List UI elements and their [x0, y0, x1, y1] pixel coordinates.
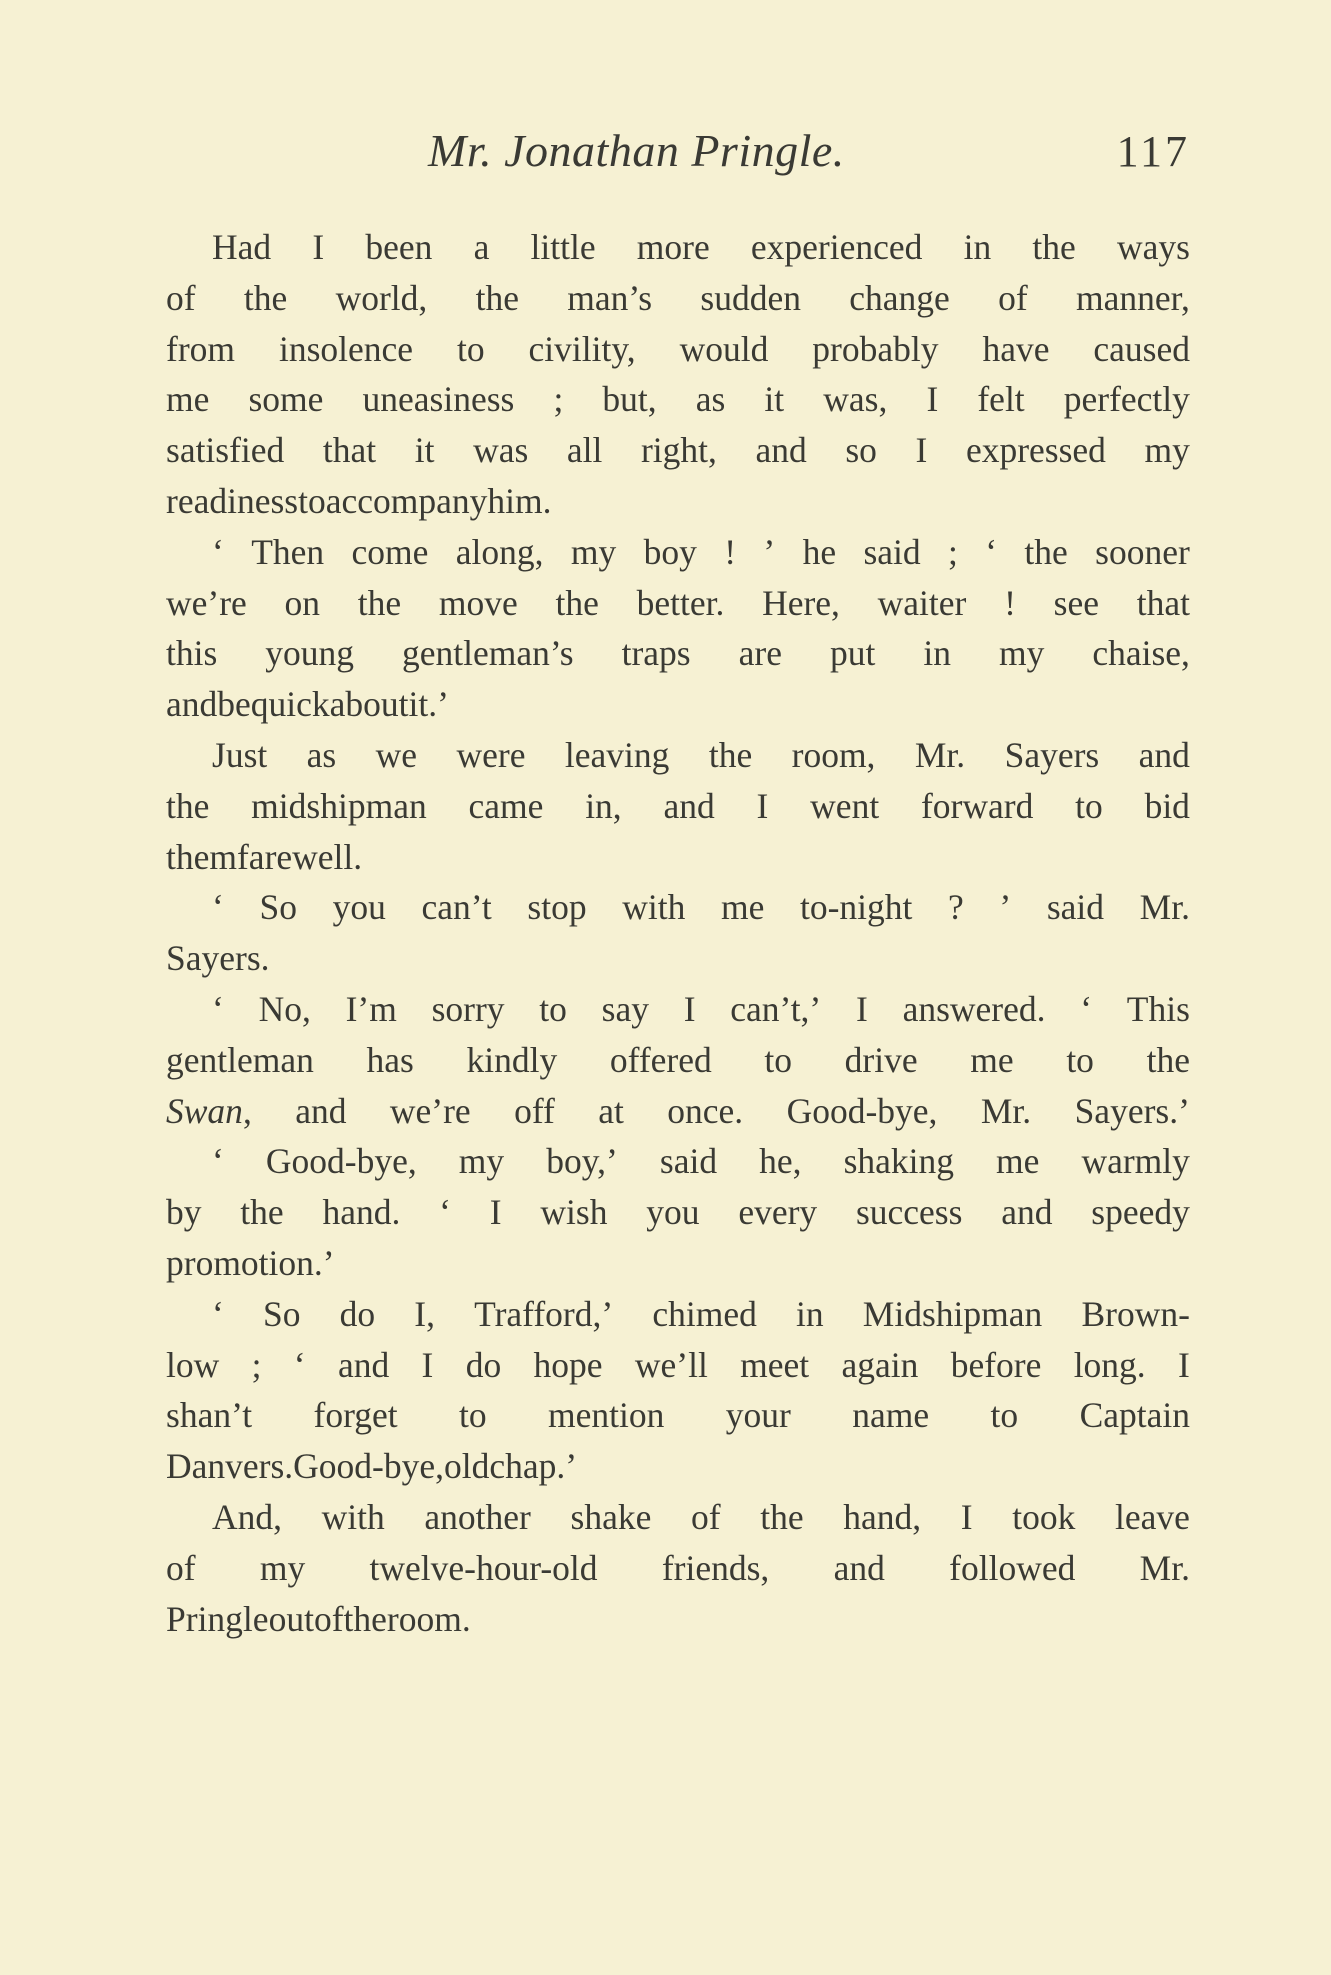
word: them — [166, 836, 237, 877]
word: we’re — [389, 1090, 471, 1131]
word: hope — [533, 1344, 603, 1385]
word: he — [802, 531, 837, 572]
word: about — [329, 684, 409, 725]
word: Good-bye, — [293, 1446, 445, 1487]
word: right, — [640, 430, 717, 471]
word: experienced — [750, 227, 923, 267]
word: ‘ — [439, 1192, 451, 1233]
word: come — [351, 531, 429, 572]
word: and — [1001, 1192, 1053, 1233]
text-line — [166, 476, 1190, 527]
word: my — [1144, 430, 1190, 471]
word: of — [313, 1598, 344, 1639]
word: as — [306, 734, 337, 775]
word: see — [1053, 582, 1099, 623]
word: little — [530, 227, 596, 267]
text-line — [166, 1543, 1190, 1594]
word: ‘ — [212, 531, 224, 572]
word: the — [343, 1598, 387, 1639]
word: Had — [212, 227, 272, 267]
word: Danvers. — [166, 1446, 294, 1487]
word: once. — [667, 1090, 744, 1131]
word: uneasiness — [362, 379, 515, 420]
word: Trafford,’ — [474, 1293, 614, 1334]
word: we — [375, 734, 418, 775]
word: came — [468, 785, 544, 826]
text-line — [166, 628, 1190, 679]
word: to-night — [799, 887, 913, 928]
word: Midshipman — [862, 1293, 1043, 1334]
word: felt — [977, 379, 1025, 420]
word: ‘ — [212, 988, 224, 1029]
text-line — [166, 882, 1190, 933]
word: do — [465, 1344, 502, 1385]
word: the — [475, 277, 519, 318]
word: ways — [1116, 227, 1190, 267]
word: farewell. — [236, 836, 363, 877]
word: put — [829, 633, 876, 674]
word: better. — [636, 582, 725, 623]
word: ; — [251, 1344, 262, 1385]
word: by — [166, 1192, 202, 1233]
word: to — [1075, 785, 1103, 826]
word: my — [570, 531, 617, 572]
text-line — [166, 1238, 1190, 1289]
word: perfectly — [1063, 379, 1190, 420]
word: at — [598, 1090, 624, 1131]
word: This — [1126, 988, 1190, 1029]
word: Then — [251, 531, 325, 572]
word: young — [265, 633, 355, 674]
word: was, — [823, 379, 888, 420]
word: and — [755, 430, 807, 471]
word: Mr. — [1139, 1547, 1190, 1588]
word: that — [322, 430, 377, 471]
word: boy,’ — [546, 1141, 618, 1182]
text-line — [166, 527, 1190, 578]
word: quick — [250, 684, 330, 725]
word: we’re — [166, 582, 247, 623]
word: him. — [487, 480, 552, 521]
word: to — [539, 988, 567, 1029]
word: I — [856, 988, 868, 1029]
word: with — [321, 1496, 385, 1537]
word: civility, — [528, 328, 636, 369]
word: the — [708, 734, 753, 775]
word: ? — [948, 887, 964, 928]
word: and — [166, 684, 218, 725]
word: the — [555, 582, 599, 623]
word: satisfied — [166, 430, 285, 471]
word: to — [764, 1039, 793, 1080]
word: kindly — [466, 1039, 558, 1080]
word: said — [659, 1141, 718, 1182]
word: readiness — [166, 480, 299, 521]
word: warmly — [1081, 1141, 1190, 1182]
word: world, — [335, 277, 428, 318]
word: ; — [948, 531, 958, 572]
word: wish — [540, 1192, 608, 1233]
word: boy — [643, 531, 697, 572]
body-text — [166, 222, 1190, 1644]
text-line — [166, 222, 1190, 273]
page-number: 117 — [1116, 127, 1190, 176]
word: I, — [414, 1293, 435, 1334]
word: in — [796, 1293, 824, 1334]
word: expressed — [965, 430, 1106, 471]
word: move — [438, 582, 518, 623]
word: to — [298, 480, 326, 521]
word: chimed — [652, 1293, 757, 1334]
word: have — [982, 328, 1050, 369]
word: mention — [548, 1395, 665, 1436]
word: Good-bye, — [786, 1090, 938, 1131]
word: forward — [920, 785, 1034, 826]
word: sudden — [700, 277, 801, 318]
word: you — [646, 1192, 700, 1233]
word: all — [566, 430, 603, 471]
word: ; — [553, 379, 564, 420]
word: traps — [621, 633, 691, 674]
word: ‘ — [212, 887, 224, 928]
word: drive — [844, 1039, 918, 1080]
word: and — [337, 1344, 390, 1385]
word: my — [259, 1547, 306, 1588]
word: name — [852, 1395, 930, 1436]
word: I — [1178, 1344, 1190, 1385]
word: you — [332, 887, 386, 928]
word: of — [998, 277, 1028, 318]
word: this — [166, 633, 218, 674]
word: to — [990, 1395, 1019, 1436]
word: offered — [609, 1039, 712, 1080]
text-line — [166, 1289, 1190, 1340]
word: probably — [812, 328, 939, 369]
word: say — [601, 988, 649, 1029]
word: more — [636, 227, 710, 267]
text-line — [166, 984, 1190, 1035]
word: has — [366, 1039, 414, 1080]
text-line — [166, 1086, 1190, 1137]
word: chap.’ — [489, 1446, 578, 1487]
word: low — [166, 1344, 220, 1385]
word: of — [691, 1496, 721, 1537]
word: man’s — [567, 277, 653, 318]
word: to — [1066, 1039, 1094, 1080]
word: ‘ — [1080, 988, 1093, 1029]
word: waiter — [877, 582, 967, 623]
word: accompany — [325, 480, 488, 521]
word: before — [950, 1344, 1042, 1385]
word: the — [240, 1192, 284, 1233]
word: as — [695, 379, 726, 420]
word: he, — [759, 1141, 802, 1182]
word: ‘ — [212, 1293, 224, 1334]
word: the — [1146, 1039, 1190, 1080]
running-head — [166, 124, 1190, 184]
word: took — [1012, 1496, 1076, 1537]
word: long. — [1073, 1344, 1146, 1385]
word: the — [1032, 227, 1076, 267]
text-line — [166, 1035, 1190, 1086]
word: and — [1138, 734, 1190, 775]
word: of — [166, 277, 196, 318]
word: do — [339, 1293, 376, 1334]
word: Swan, — [166, 1090, 252, 1131]
word: ! — [1004, 582, 1016, 623]
word: gentleman’s — [402, 633, 574, 674]
word: sooner — [1095, 531, 1190, 572]
word: Sayers. — [166, 938, 270, 979]
word: to — [459, 1395, 487, 1436]
word: and — [833, 1547, 885, 1588]
word: ! — [724, 531, 737, 572]
word: can’t — [421, 887, 492, 928]
text-line — [166, 730, 1190, 781]
text-line — [166, 1492, 1190, 1543]
word: hand. — [322, 1192, 401, 1233]
word: of — [166, 1547, 196, 1588]
word: shake — [570, 1496, 652, 1537]
word: leaving — [564, 734, 670, 775]
word: old — [444, 1446, 490, 1487]
word: again — [841, 1344, 919, 1385]
word: were — [456, 734, 526, 775]
word: ‘ — [293, 1344, 306, 1385]
text-line — [166, 1187, 1190, 1238]
word: I — [312, 227, 325, 267]
word: a — [473, 227, 490, 267]
word: the — [760, 1496, 804, 1537]
word: the — [1024, 531, 1068, 572]
word: me — [720, 887, 765, 928]
word: twelve-hour-old — [369, 1547, 598, 1588]
word: Mr. — [914, 734, 966, 775]
word: would — [679, 328, 769, 369]
word: meet — [740, 1344, 810, 1385]
word: stop — [527, 887, 587, 928]
word: I — [960, 1496, 973, 1537]
word: my — [458, 1141, 505, 1182]
word: Brown- — [1081, 1293, 1190, 1334]
word: So — [262, 1293, 301, 1334]
word: I — [915, 430, 928, 471]
word: the — [243, 277, 288, 318]
word: my — [998, 633, 1045, 674]
word: insolence — [278, 328, 414, 369]
word: I — [489, 1192, 502, 1233]
word: shan’t — [166, 1395, 253, 1436]
text-line — [166, 273, 1190, 324]
word: and — [295, 1090, 347, 1131]
word: from — [166, 328, 236, 369]
word: bid — [1144, 785, 1190, 826]
word: shaking — [843, 1141, 954, 1182]
word: every — [738, 1192, 818, 1233]
word: midshipman — [251, 785, 427, 826]
word: I’m — [345, 988, 397, 1029]
word: Sayers — [1004, 734, 1100, 775]
text-line — [166, 324, 1190, 375]
word: I — [756, 785, 769, 826]
word: ’ — [763, 531, 776, 572]
text-line — [166, 425, 1190, 476]
word: sorry — [431, 988, 505, 1029]
word: chaise, — [1092, 633, 1190, 674]
word: Good-bye, — [265, 1141, 417, 1182]
word: room, — [791, 734, 876, 775]
word: hand, — [843, 1496, 922, 1537]
word: Pringle — [166, 1598, 269, 1639]
text-line — [166, 1390, 1190, 1441]
word: it — [414, 430, 435, 471]
word: room. — [386, 1598, 471, 1639]
text-line — [166, 679, 1190, 730]
word: success — [855, 1192, 963, 1233]
word: No, — [258, 988, 311, 1029]
text-line — [166, 832, 1190, 883]
word: leave — [1115, 1496, 1190, 1537]
word: answered. — [902, 988, 1046, 1029]
word: said — [863, 531, 921, 572]
word: said — [1046, 887, 1105, 928]
word: on — [284, 582, 321, 623]
text-line — [166, 1340, 1190, 1391]
text-line — [166, 781, 1190, 832]
word: went — [810, 785, 880, 826]
word: change — [849, 277, 950, 318]
word: and — [663, 785, 715, 826]
word: manner, — [1076, 277, 1190, 318]
word: ‘ — [212, 1141, 224, 1182]
word: it — [764, 379, 785, 420]
text-line — [166, 1441, 1190, 1492]
word: Mr. — [980, 1090, 1032, 1131]
word: forget — [313, 1395, 398, 1436]
word: another — [424, 1496, 531, 1537]
word: off — [514, 1090, 555, 1131]
word: followed — [949, 1547, 1076, 1588]
word: Mr. — [1139, 887, 1190, 928]
word: me — [166, 379, 210, 420]
word: friends, — [661, 1547, 770, 1588]
word: it.’ — [408, 684, 449, 725]
word: speedy — [1091, 1192, 1190, 1233]
word: And, — [212, 1496, 283, 1537]
word: some — [248, 379, 324, 420]
word: I — [683, 988, 696, 1029]
word: along, — [455, 531, 544, 572]
word: but, — [602, 379, 657, 420]
word: was — [473, 430, 529, 471]
word: ‘ — [985, 531, 998, 572]
word: me — [996, 1141, 1040, 1182]
word: I — [421, 1344, 434, 1385]
word: we’ll — [634, 1344, 708, 1385]
word: me — [970, 1039, 1014, 1080]
word: gentleman — [166, 1039, 314, 1080]
word: So — [259, 887, 297, 928]
word: your — [725, 1395, 791, 1436]
word: been — [365, 227, 433, 267]
word: that — [1136, 582, 1190, 623]
word: Captain — [1079, 1395, 1190, 1436]
running-title: Mr. Jonathan Pringle. — [428, 125, 845, 176]
word: Here, — [762, 582, 840, 623]
text-line — [166, 578, 1190, 629]
text-line — [166, 374, 1190, 425]
word: Sayers.’ — [1074, 1090, 1190, 1131]
word: promotion.’ — [166, 1242, 335, 1283]
word: ’ — [999, 887, 1012, 928]
word: the — [166, 785, 210, 826]
word: to — [456, 328, 485, 369]
word: Just — [212, 734, 268, 775]
text-line — [166, 1594, 1190, 1645]
word: in — [963, 227, 992, 267]
word: be — [217, 684, 251, 725]
text-line — [166, 933, 1190, 984]
word: caused — [1093, 328, 1190, 369]
word: the — [357, 582, 402, 623]
text-line — [166, 1136, 1190, 1187]
word: with — [622, 887, 686, 928]
word: in, — [585, 785, 622, 826]
word: so — [845, 430, 877, 471]
word: in — [923, 633, 951, 674]
word: can’t,’ — [730, 988, 822, 1029]
word: are — [738, 633, 782, 674]
word: out — [268, 1598, 314, 1639]
word: I — [926, 379, 939, 420]
